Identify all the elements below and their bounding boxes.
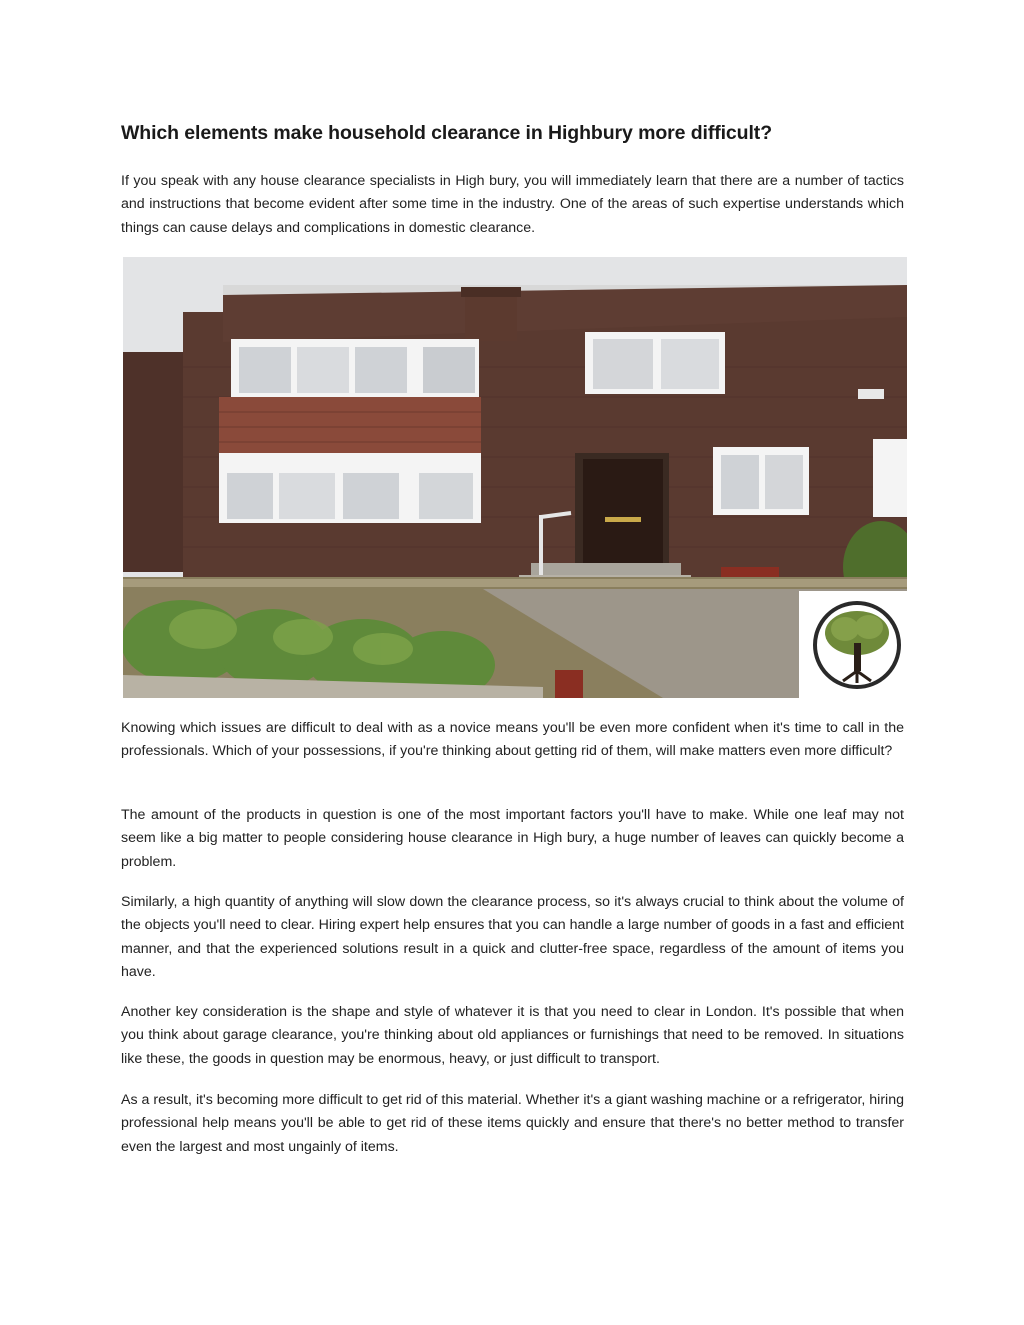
intro-paragraph: If you speak with any house clearance specialists in High bury, you will immediately learn that there are a number of tactics and instructions that become evident after some time in the industry. One of the areas of such expertise understands which things can cause delays and complications in domestic clearance. (121, 173, 904, 236)
company-logo (799, 591, 907, 698)
house-photo (123, 257, 907, 698)
paragraph-2: Knowing which issues are difficult to deal with as a novice means you'll be even more confident when it's time to call in the professionals. Which of your possessions, if you're thinking about getting rid of them, will make matters even more difficult? (121, 720, 904, 760)
page-title: Which elements make household clearance in Highbury more difficult? (121, 122, 773, 144)
paragraph-3: The amount of the products in question is one of the most important factors you'll have to make. While one leaf may not seem like a big matter to people considering house clearance in High bury, a huge number of leaves can quickly become a problem. (121, 807, 904, 870)
paragraph-4: Similarly, a high quantity of anything will slow down the clearance process, so it's always crucial to think about the volume of the objects you'll need to clear. Hiring expert help ensures that you can handle a large number of goods in a fast and efficient manner, and that the experienced solutions result in a quick and clutter-free space, regardless of the amount of items you have. (121, 894, 904, 981)
paragraph-5: Another key consideration is the shape and style of whatever it is that you need to clear in London. It's possible that when you think about garage clearance, you're thinking about old appliances or furnishings that need to be removed. In situations like these, the goods in question may be enormous, heavy, or just difficult to transport. (121, 1004, 904, 1067)
paragraph-6: As a result, it's becoming more difficult to get rid of this material. Whether it's a giant washing machine or a refrigerator, hiring professional help means you'll be able to get rid of these items quickly and ensure that there's no better method to transfer even the largest and most ungainly of items. (121, 1092, 904, 1155)
